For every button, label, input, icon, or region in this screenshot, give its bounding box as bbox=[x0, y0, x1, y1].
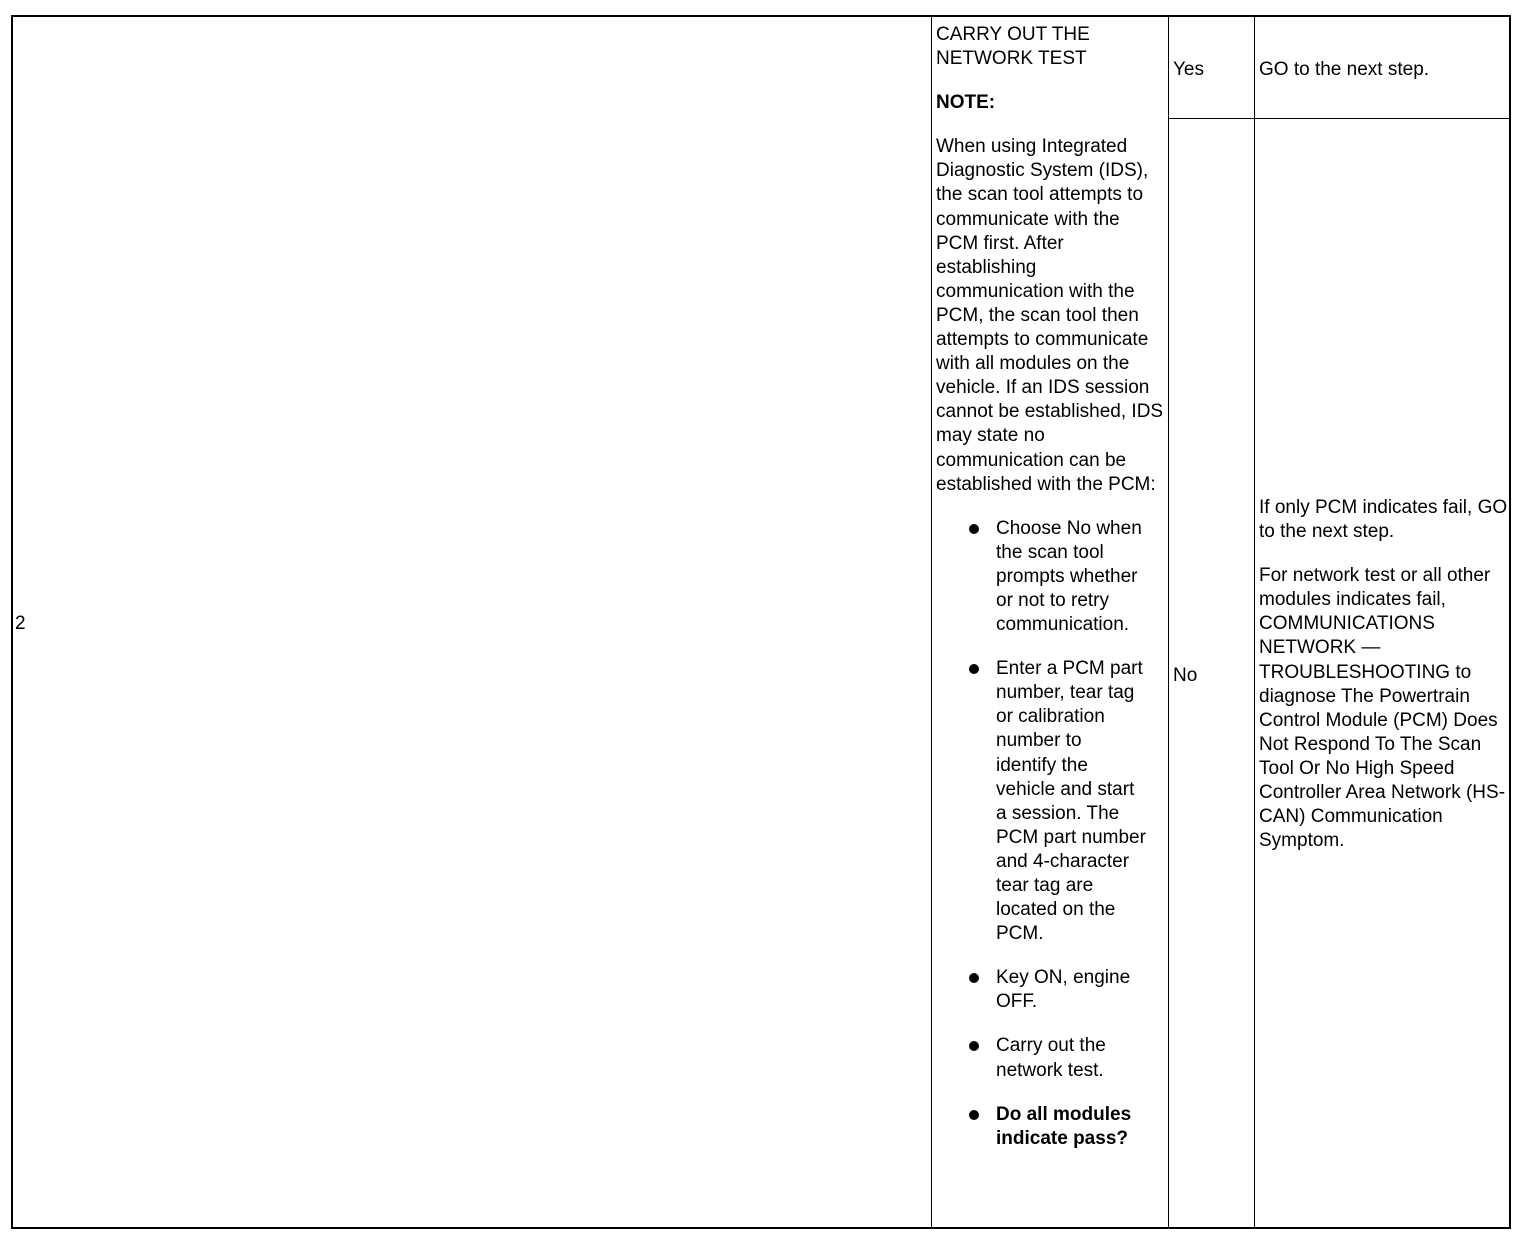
answer-no: No bbox=[1173, 665, 1198, 686]
action-cell bbox=[936, 23, 1166, 1151]
bullet-icon bbox=[969, 664, 979, 674]
question-text: Do all modules indicate pass? bbox=[996, 1103, 1132, 1149]
row-divider-yes-no bbox=[1168, 118, 1509, 119]
step-number: 2 bbox=[15, 613, 26, 634]
diagnostic-table bbox=[11, 15, 1511, 1229]
list-item bbox=[936, 657, 1146, 946]
column-divider-result bbox=[1254, 17, 1255, 1227]
list-item bbox=[936, 966, 1146, 1014]
column-divider-action bbox=[931, 17, 932, 1227]
bullet-text: Choose No when the scan tool prompts whether or not to retry communication. bbox=[996, 517, 1142, 636]
action-heading: CARRY OUT THE NETWORK TEST bbox=[936, 24, 1090, 70]
result-no-text-1: If only PCM indicates fail, GO to the next step. bbox=[1259, 497, 1508, 543]
bullet-text: Enter a PCM part number, tear tag or calibration number to identify the vehicle and start a session. The PCM part number and 4-character tear tag are located on the PCM. bbox=[996, 658, 1146, 945]
result-no bbox=[1259, 496, 1509, 853]
bullet-text: Carry out the network test. bbox=[996, 1035, 1106, 1081]
list-item bbox=[936, 1034, 1146, 1082]
bullet-icon bbox=[969, 1041, 979, 1051]
list-item bbox=[936, 517, 1146, 637]
column-divider-answer bbox=[1168, 17, 1169, 1227]
note-label: NOTE: bbox=[936, 92, 996, 114]
bullet-icon bbox=[969, 524, 979, 534]
procedure-list bbox=[936, 517, 1166, 1151]
result-yes: GO to the next step. bbox=[1259, 59, 1430, 80]
bullet-text: Key ON, engine OFF. bbox=[996, 967, 1131, 1013]
note-text: When using Integrated Diagnostic System (IDS), the scan tool attempts to communicate with the PCM first. After establishing communication with the PCM, the scan tool then attempts to communicate with all modules on the vehicle. If an IDS session cannot be established, IDS may state no communication can be established with the PCM: bbox=[936, 136, 1164, 495]
bullet-icon bbox=[969, 1110, 979, 1120]
result-no-text-2: For network test or all other modules indicates fail, COMMUNICATIONS NETWORK — TROUBLESHOOTING to diagnose The Powertrain Control Module (PCM) Does Not Respond To The Scan Tool Or No High Speed Controller Area Network (HS-CAN) Communication Symptom. bbox=[1259, 565, 1506, 852]
answer-yes: Yes bbox=[1173, 59, 1204, 80]
bullet-icon bbox=[969, 973, 979, 983]
list-item bbox=[936, 1103, 1146, 1151]
